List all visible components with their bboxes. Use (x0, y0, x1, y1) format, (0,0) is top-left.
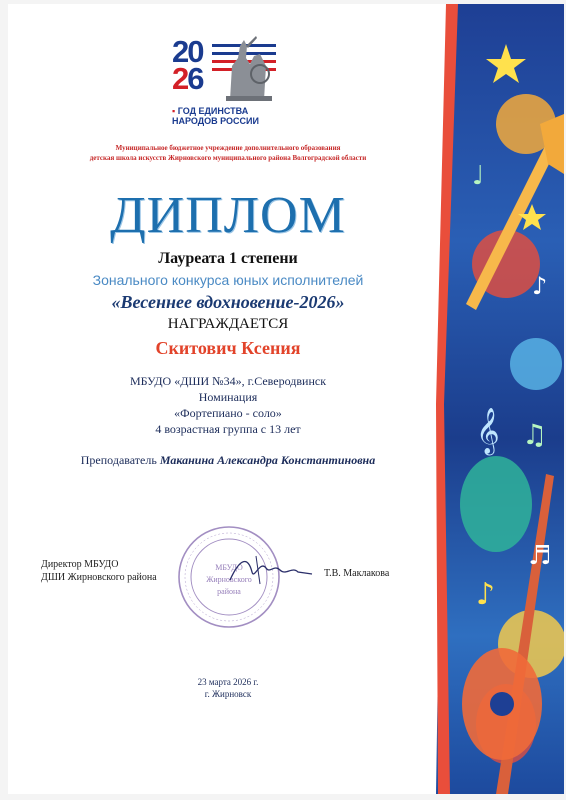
logo-caption: ▪ ГОД ЕДИНСТВА НАРОДОВ РОССИИ (172, 106, 259, 126)
degree-text: Лауреата 1 степени (158, 250, 298, 267)
svg-text:𝄞: 𝄞 (476, 408, 500, 454)
music-decor-strip (436, 4, 564, 794)
svg-text:♪: ♪ (476, 577, 496, 612)
signature-icon (226, 550, 316, 590)
svg-text:♪: ♪ (532, 272, 548, 300)
svg-text:Жирновского: Жирновского (206, 575, 252, 584)
svg-text:♫: ♫ (522, 418, 548, 451)
recipient-name: Скитович Ксения (155, 338, 301, 358)
awarded-text: НАГРАЖДАЕТСЯ (167, 316, 289, 332)
director-position: Директор МБУДО ДШИ Жирновского района (41, 559, 157, 583)
teacher-name: Маканина Александра Константиновна (159, 453, 376, 467)
svg-text:МБУДО: МБУДО (215, 563, 243, 572)
year-of-unity-logo (172, 32, 280, 132)
teacher-line: Преподаватель Маканина Александра Константиновна (80, 453, 376, 467)
music-decor-icon (436, 4, 564, 794)
school-info: МБУДО «ДШИ №34», г.Северодвинск Номинация «Фортепиано - соло» 4 возрастная группа с 13 лет (129, 374, 327, 436)
organization-header: Муниципальное бюджетное учреждение дополнительного образования детская школа искусств Жирновского муниципального района Волгоградской области (89, 144, 367, 162)
svg-text:♩: ♩ (472, 161, 485, 191)
svg-text:♬: ♬ (528, 541, 552, 571)
diploma-title: ДИПЛОМ (110, 187, 346, 244)
director-name: Т.В. Маклакова (324, 568, 390, 579)
contest-text: Зонального конкурса юных исполнителей (92, 272, 364, 288)
date-block: 23 марта 2026 г. г. Жирновск (197, 677, 259, 699)
monument-icon (220, 36, 276, 102)
logo-year: 20 26 (172, 34, 203, 96)
diploma-page (8, 4, 564, 794)
contest-name: «Весеннее вдохновение-2026» (111, 292, 345, 312)
svg-text:района: района (217, 587, 241, 596)
